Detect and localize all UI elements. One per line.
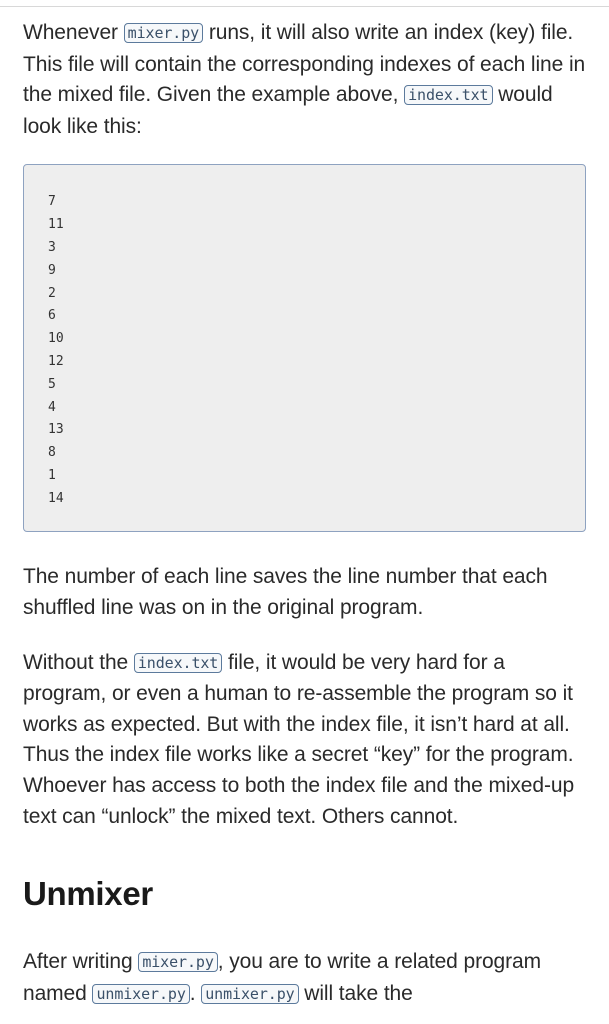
code-line: 10 xyxy=(48,331,64,347)
article-content xyxy=(23,18,589,1010)
unmixer-text-1: After writing xyxy=(23,950,139,974)
inline-code-mixer-py: mixer.py xyxy=(124,23,203,43)
without-index-text-1: Without the xyxy=(23,650,134,674)
unmixer-text-2: , you are to write a related program named xyxy=(23,950,541,1005)
without-index-paragraph xyxy=(23,648,589,833)
intro-text-1: Whenever xyxy=(23,21,124,44)
inline-code-unmixer-py: unmixer.py xyxy=(92,984,189,1004)
code-line: 9 xyxy=(48,262,56,278)
section-heading-unmixer: Unmixer xyxy=(23,875,153,913)
unmixer-text-4: will take the xyxy=(298,981,413,1005)
code-line: 14 xyxy=(48,490,64,506)
unmixer-paragraph xyxy=(23,947,589,1010)
code-line: 7 xyxy=(48,194,56,210)
inline-code-index-txt: index.txt xyxy=(404,85,492,105)
explanation-paragraph: The number of each line saves the line number that each shuffled line was on in the original program. xyxy=(23,565,548,619)
code-line: 6 xyxy=(48,308,56,324)
code-line: 2 xyxy=(48,285,56,301)
code-line: 12 xyxy=(48,353,64,369)
code-line: 11 xyxy=(48,217,64,233)
intro-text-2: runs, it will also write an index (key) file. This file will contain the corresponding indexes of each line in the mixed file. Given the example above, xyxy=(23,21,586,107)
intro-text-3: would look like this: xyxy=(23,83,553,138)
inline-code-unmixer-py: unmixer.py xyxy=(201,984,298,1004)
inline-code-mixer-py: mixer.py xyxy=(138,952,217,972)
intro-paragraph xyxy=(23,18,589,142)
without-index-text-2: file, it would be very hard for a program, or even a human to re-assemble the program so it works as expected. But with the index file, it isn’t hard at all. Thus the index file works like a secret “key” for the program. Whoever has access to both the index file and the mixed-up text can “unlock” the mixed text. Others cannot. xyxy=(23,650,575,828)
inline-code-index-txt: index.txt xyxy=(134,653,222,673)
code-line: 5 xyxy=(48,376,56,392)
index-file-code-block xyxy=(23,164,586,532)
top-divider xyxy=(0,6,609,7)
code-line: 1 xyxy=(48,467,56,483)
code-line: 8 xyxy=(48,445,56,461)
unmixer-text-3: . xyxy=(189,981,202,1005)
code-line: 4 xyxy=(48,399,56,415)
code-line: 3 xyxy=(48,239,56,255)
code-line: 13 xyxy=(48,422,64,438)
